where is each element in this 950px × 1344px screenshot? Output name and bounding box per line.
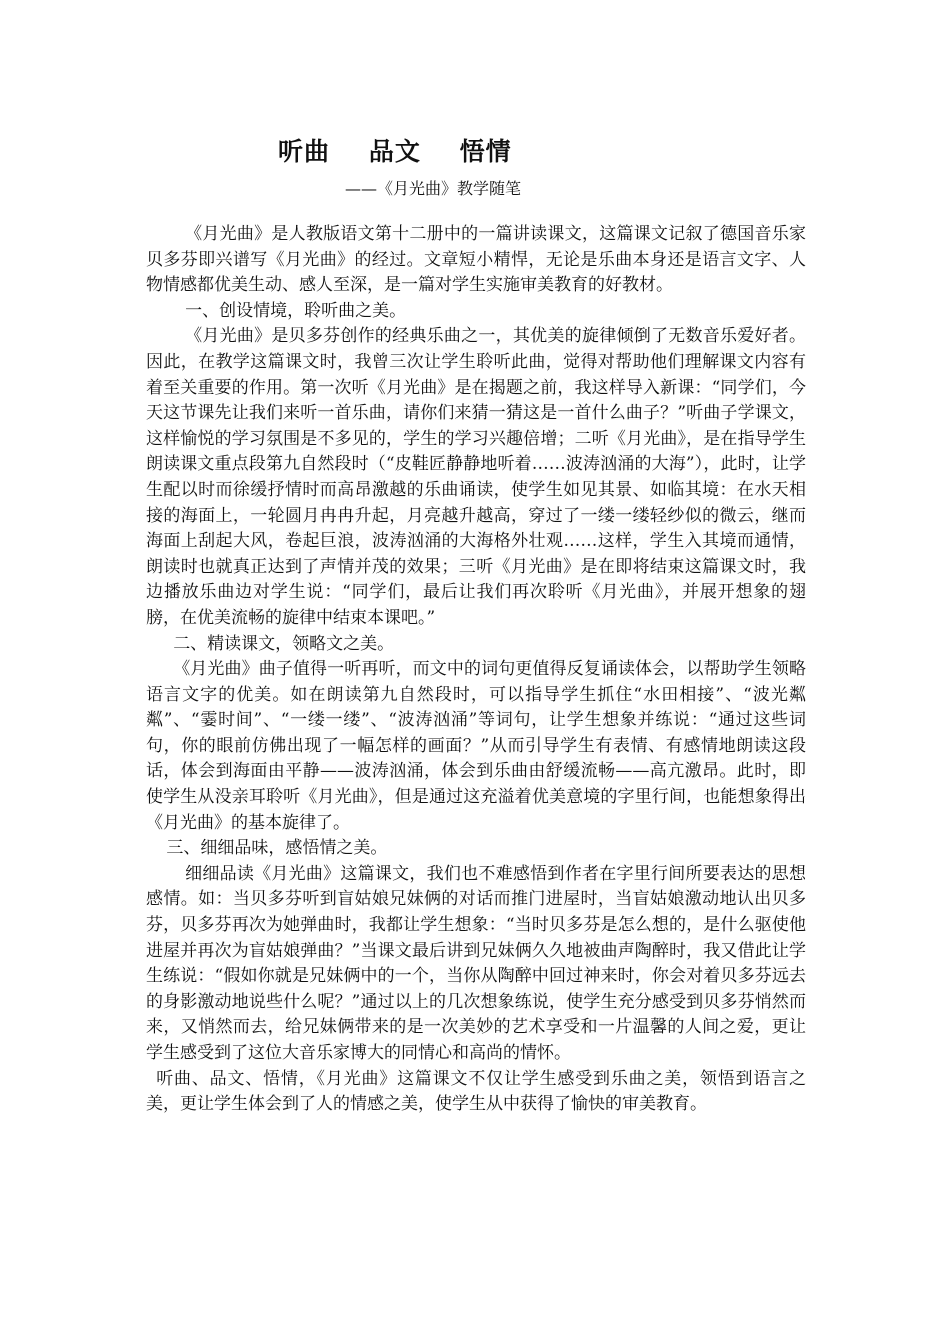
section-1-paragraph: 《月光曲》是贝多芬创作的经典乐曲之一，其优美的旋律倾倒了无数音乐爱好者。因此，在教学这篇课文时，我曾三次让学生聆听此曲，觉得对帮助他们理解课文内容有着至关重要的作用。第一次听《月光曲》是在揭题之前，我这样导入新课：“同学们，今天这节课先让我们来听一首乐曲，请你们来猜一猜这是一首什么曲子？”听曲子学课文，这样愉悦的学习氛围是不多见的，学生的学习兴趣倍增；二听《月光曲》，是在指导学生朗读课文重点段第九自然段时（“皮鞋匠静静地听着……波涛汹涌的大海”），此时，让学生配以时而徐缓抒情时而高昂激越的乐曲诵读，使学生如见其景、如临其境：在水天相接的海面上，一轮圆月冉冉升起，月亮越升越高，穿过了一缕一缕轻纱似的微云，继而海面上刮起大风，卷起巨浪，波涛汹涌的大海格外壮观……这样，学生入其境而通情，朗读时也就真正达到了声情并茂的效果；三听《月光曲》是在即将结束这篇课文时，我边播放乐曲边对学生说：“同学们，最后让我们再次聆听《月光曲》，并展开想象的翅膀，在优美流畅的旋律中结束本课吧。” (146, 326, 806, 628)
section-2-paragraph: 《月光曲》曲子值得一听再听，而文中的词句更值得反复诵读体会，以帮助学生领略语言文字的优美。如在朗读第九自然段时，可以指导学生抓住“水田相接”、“波光粼粼”、“霎时间”、“一缕一缕”、“波涛汹涌”等词句，让学生想象并练说：“通过这些词句，你的眼前仿佛出现了一幅怎样的画面？”从而引导学生有表情、有感情地朗读这段话，体会到海面由平静——波涛汹涌，体会到乐曲由舒缓流畅——高亢激昂。此时，即使学生从没亲耳聆听《月光曲》，但是通过这充溢着优美意境的字里行间，也能想象得出《月光曲》的基本旋律了。 (146, 659, 806, 833)
intro-paragraph: 《月光曲》是人教版语文第十二册中的一篇讲读课文，这篇课文记叙了德国音乐家贝多芬即兴谱写《月光曲》的经过。文章短小精悍，无论是乐曲本身还是语言文字、人物情感都优美生动、感人至深，是一篇对学生实施审美教育的好教材。 (146, 224, 806, 296)
conclusion-paragraph: 听曲、品文、悟情，《月光曲》这篇课文不仅让学生感受到乐曲之美，领悟到语言之美，更让学生体会到了人的情感之美，使学生从中获得了愉快的审美教育。 (146, 1068, 806, 1115)
section-3-paragraph: 细细品读《月光曲》这篇课文，我们也不难感悟到作者在字里行间所要表达的思想感情。如：当贝多芬听到盲姑娘兄妹俩的对话而推门进屋时，当盲姑娘激动地认出贝多芬，贝多芬再次为她弹曲时，我都让学生想象：“当时贝多芬是怎么想的，是什么驱使他进屋并再次为盲姑娘弹曲？”当课文最后讲到兄妹俩久久地被曲声陶醉时，我又借此让学生练说：“假如你就是兄妹俩中的一个，当你从陶醉中回过神来时，你会对着贝多芬远去的身影激动地说些什么呢？”通过以上的几次想象练说，使学生充分感受到贝多芬悄然而来，又悄然而去，给兄妹俩带来的是一次美妙的艺术享受和一片温馨的人间之爱，更让学生感受到了这位大音乐家博大的同情心和高尚的情怀。 (146, 863, 806, 1063)
section-heading-2: 二、精读课文，领略文之美。 (173, 633, 395, 654)
section-heading-1: 一、创设情境，聆听曲之美。 (185, 300, 407, 321)
section-heading-3: 三、细细品味，感悟情之美。 (166, 838, 388, 859)
document-subtitle: ——《月光曲》教学随笔 (345, 179, 522, 198)
document-title: 听曲 品文 悟情 (278, 137, 512, 166)
document-body (146, 222, 806, 1118)
